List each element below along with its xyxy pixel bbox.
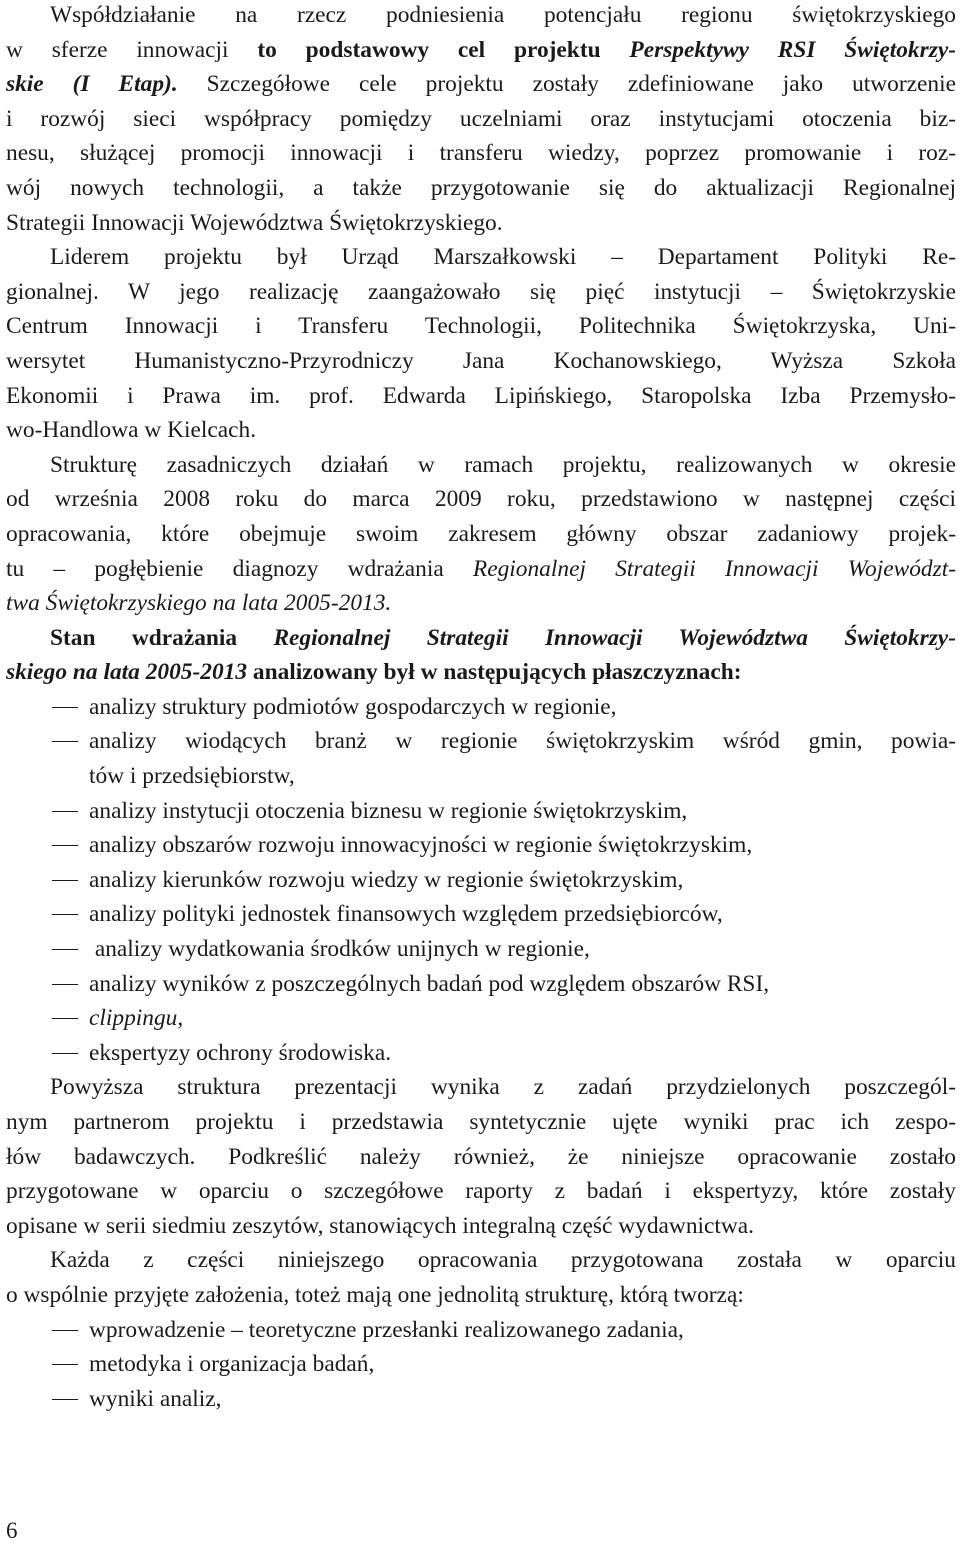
dash-bullet [52,1330,78,1331]
paragraph-structure [6,448,956,621]
list-item-continuation: tów i przedsiębiorstw, [89,763,295,790]
paragraph-parts [6,1243,956,1312]
dash-bullet [52,845,78,846]
analysis-list [6,690,956,1071]
text-line: Ekonomii i Prawa im. prof. Edwarda Lipińskiego, Staropolska Izba Przemysło- [6,382,956,409]
list-item: analizy instytucji otoczenia biznesu w regionie świętokrzyskim, [6,794,956,829]
text-line: tu – pogłębienie diagnozy wdrażania Regionalnej Strategii Innowacji Województ- [6,555,956,582]
list-item: wyniki analiz, [6,1382,956,1417]
list-item: analizy wydatkowania środków unijnych w regionie, [6,932,956,967]
paragraph-presentation [6,1070,956,1243]
text-line: Powyższa struktura prezentacji wynika z zadań przydzielonych poszczegól- [50,1074,956,1101]
text-line: Centrum Innowacji i Transferu Technologii, Politechnika Świętokrzyska, Uni- [6,313,956,340]
text-line: gionalnej. W jego realizację zaangażowało się pięć instytucji – Świętokrzyskie [6,278,956,305]
page-number: 6 [6,1518,18,1543]
text-line: Każda z części niniejszego opracowania przygotowana została w oparciu [50,1247,956,1274]
dash-bullet [52,914,78,915]
text-line: nym partnerom projektu i przedstawia syntetycznie ujęte wyniki prac ich zespo- [6,1109,956,1135]
text-line: Współdziałanie na rzecz podniesienia potencjału regionu świętokrzyskiego [50,2,956,28]
text-line: nesu, służącej promocji innowacji i transferu wiedzy, poprzez promowanie i roz- [6,140,956,167]
list-item: metodyka i organizacja badań, [6,1347,956,1382]
text-line: i rozwój sieci współpracy pomiędzy uczelniami oraz instytucjami otoczenia biz- [6,105,956,132]
list-item: analizy kierunków rozwoju wiedzy w regionie świętokrzyskim, [6,863,956,898]
list-item: wprowadzenie – teoretyczne przesłanki realizowanego zadania, [6,1313,956,1348]
text-line: skiego na lata 2005-2013 analizowany był w następujących płaszczyznach: [6,659,742,686]
dash-bullet [52,1018,78,1019]
dash-bullet [52,949,78,950]
text-line: przygotowane w oparciu o szczegółowe raporty z badań i ekspertyzy, które zostały [6,1178,956,1205]
list-item: analizy struktury podmiotów gospodarczych w regionie, [6,690,956,725]
paragraph-project-goal [6,0,956,240]
text-line: wersytet Humanistyczno-Przyrodniczy Jana Kochanowskiego, Wyższa Szkoła [6,347,956,374]
text-line: wój nowych technologii, a także przygotowanie się do aktualizacji Regionalnej [6,174,956,201]
text-line: wo-Handlowa w Kielcach. [6,417,257,444]
list-item: analizy polityki jednostek finansowych względem przedsiębiorców, [6,897,956,932]
list-item: analizy wiodących branż w regionie świętokrzyskim wśród gmin, powia- [6,724,956,759]
text-line: Liderem projektu był Urząd Marszałkowski – Departament Polityki Re- [50,244,956,271]
dash-bullet [52,880,78,881]
dash-bullet [52,811,78,812]
paragraph-project-leader [6,240,956,448]
list-item: ekspertyzy ochrony środowiska. [6,1036,956,1071]
dash-bullet [52,741,78,742]
text-line: Strukturę zasadniczych działań w ramach projektu, realizowanych w okresie [50,451,956,478]
document-page [6,0,956,1416]
list-item: analizy wyników z poszczególnych badań pod względem obszarów RSI, [6,967,956,1002]
list-item: analizy obszarów rozwoju innowacyjności w regionie świętokrzyskim, [6,828,956,863]
text-line: od września 2008 roku do marca 2009 roku, przedstawiono w następnej części [6,486,956,513]
text-line: twa Świętokrzyskiego na lata 2005-2013. [6,590,392,617]
text-line: skie (I Etap). Szczegółowe cele projektu zostały zdefiniowane jako utworzenie [6,71,956,98]
text-line: opracowania, które obejmuje swoim zakresem główny obszar zadaniowy projek- [6,520,956,547]
dash-bullet [52,1399,78,1400]
list-item: clippingu, [6,1001,956,1036]
text-line: opisane w serii siedmiu zeszytów, stanowiących integralną część wydawnictwa. [6,1212,755,1239]
text-line: łów badawczych. Podkreślić należy również, że niniejsze opracowanie zostało [6,1143,956,1170]
dash-bullet [52,1053,78,1054]
structure-list [6,1313,956,1417]
text-line: w sferze innowacji to podstawowy cel projektu Perspektywy RSI Świętokrzy- [6,36,956,63]
dash-bullet [52,707,78,708]
dash-bullet [52,1364,78,1365]
dash-bullet [52,984,78,985]
paragraph-analysis-planes [6,621,956,690]
text-line: o wspólnie przyjęte założenia, toteż mają one jednolitą strukturę, którą tworzą: [6,1281,744,1308]
text-line: Stan wdrażania Regionalnej Strategii Innowacji Województwa Świętokrzy- [50,624,956,651]
text-line: Strategii Innowacji Województwa Świętokrzyskiego. [6,209,503,236]
